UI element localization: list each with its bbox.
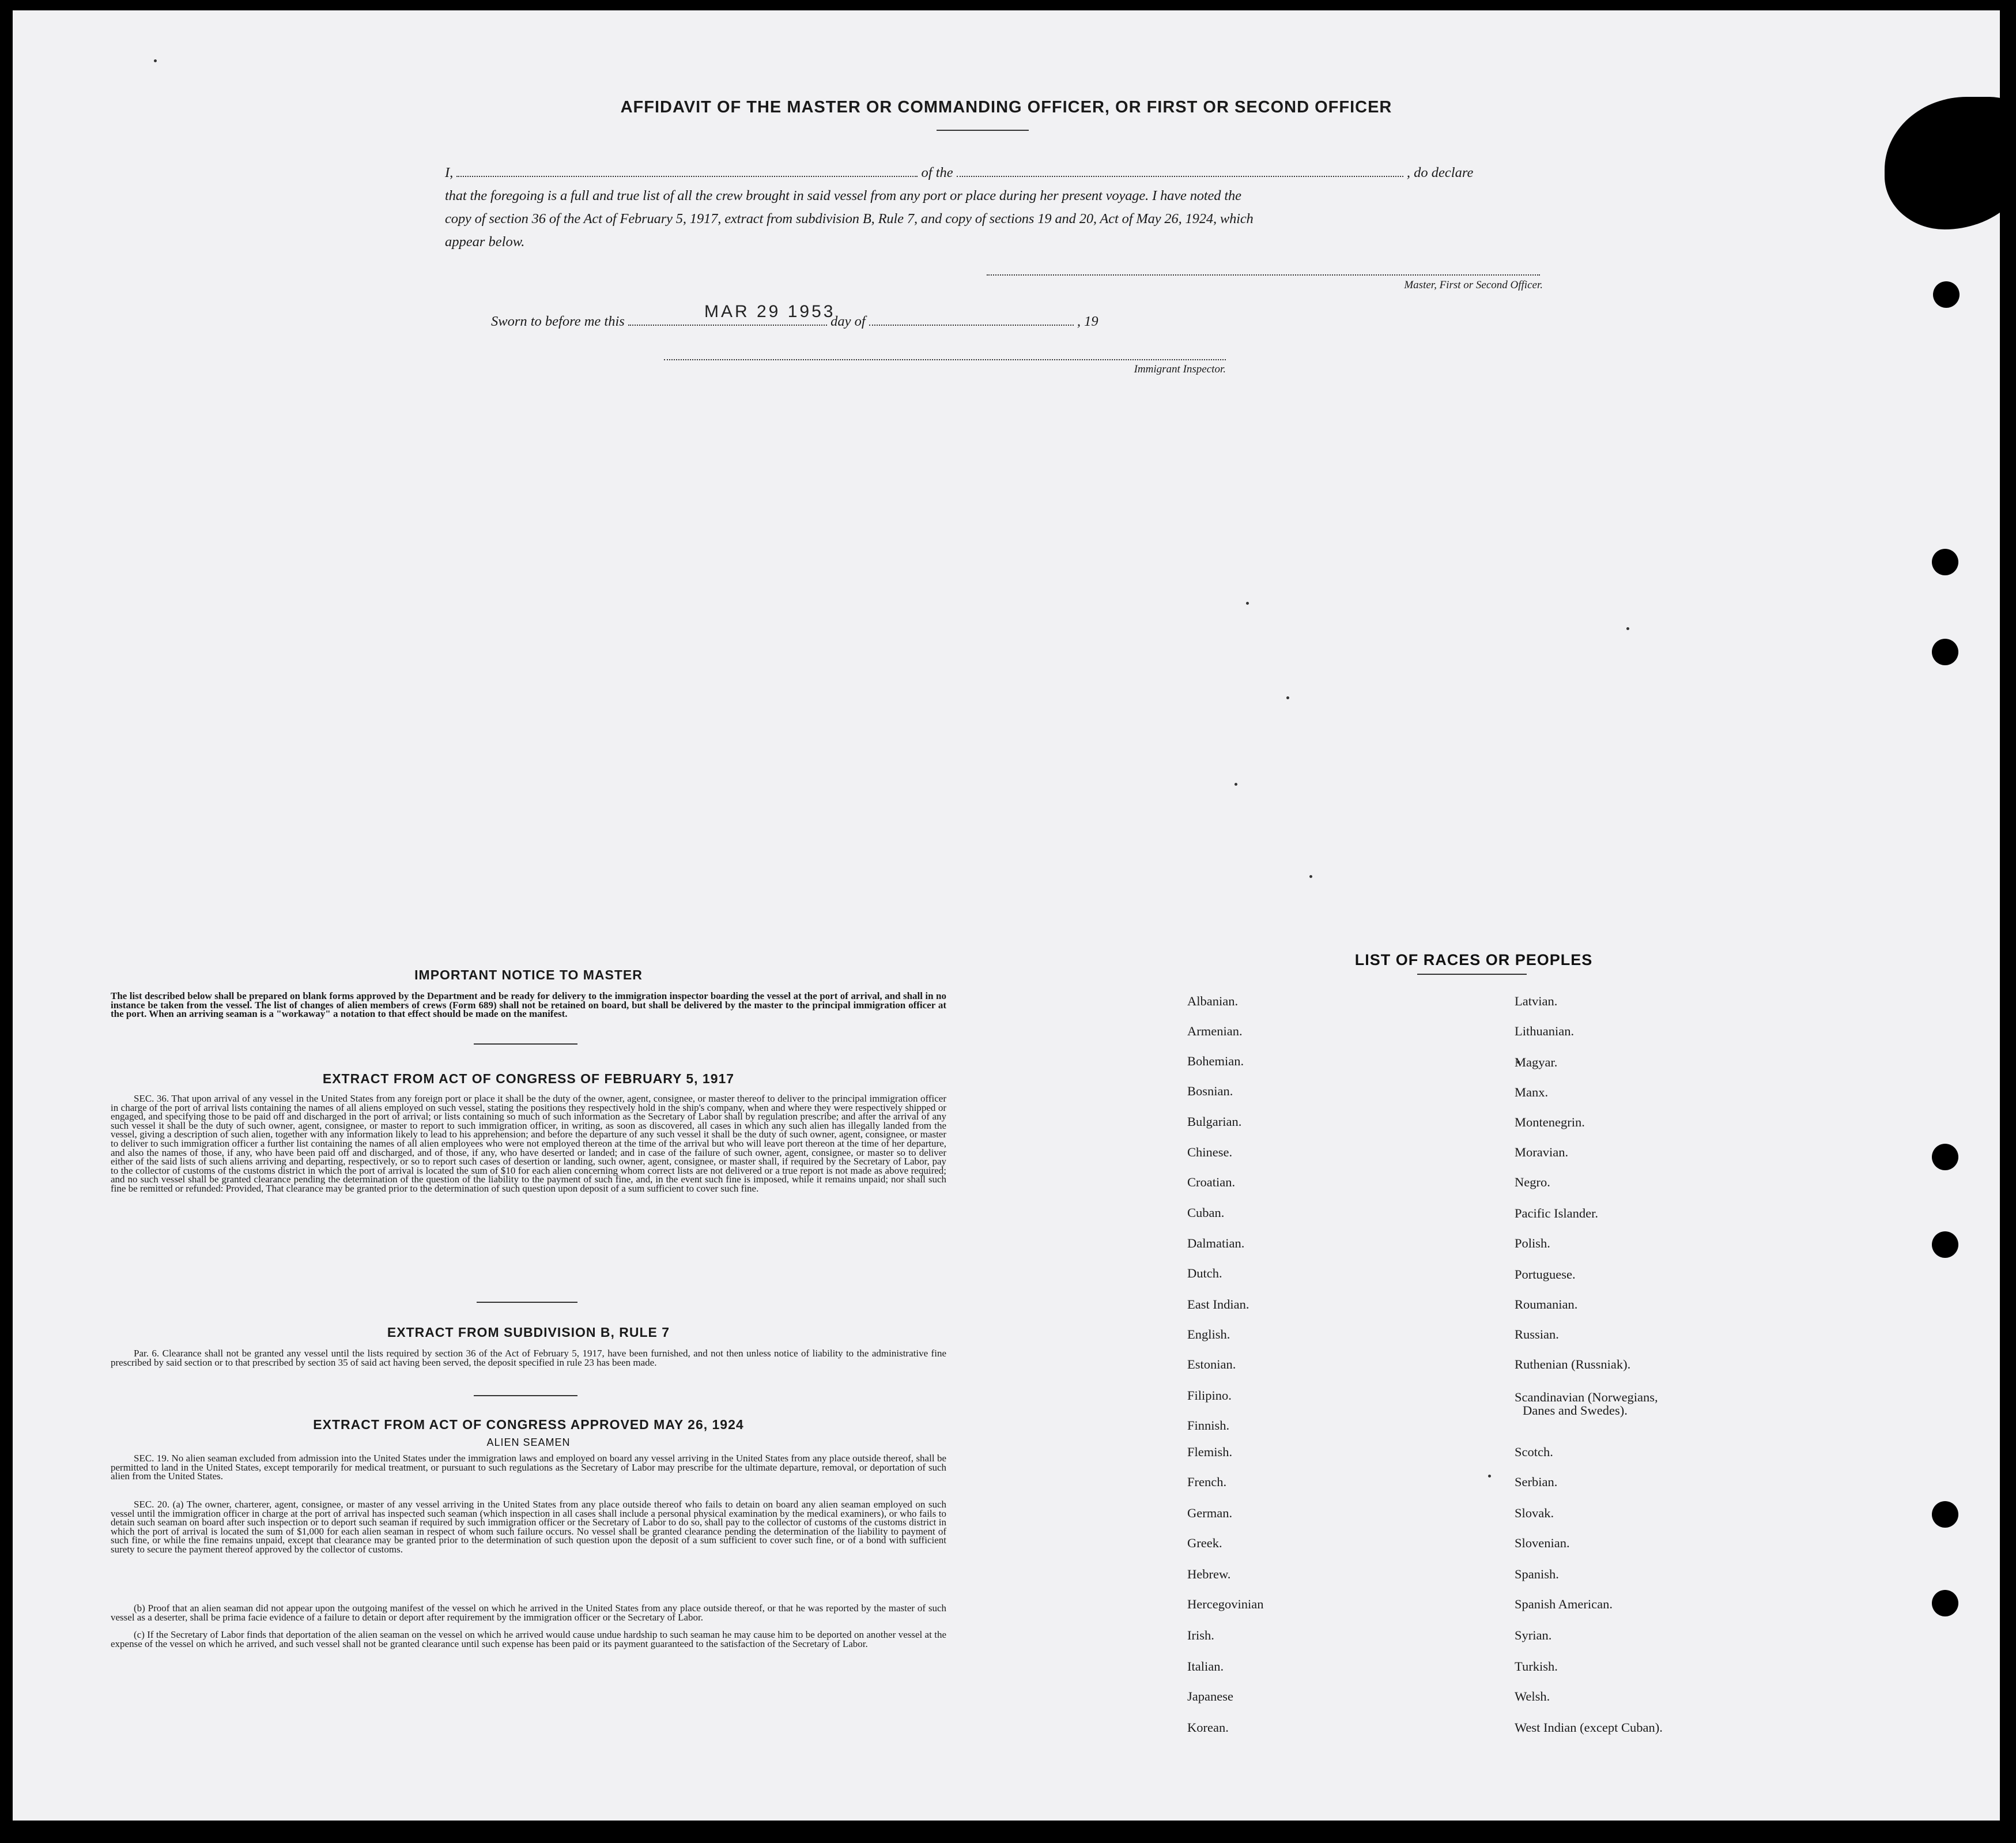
section-divider bbox=[477, 1302, 577, 1303]
speck bbox=[1234, 783, 1237, 786]
notice-title: IMPORTANT NOTICE TO MASTER bbox=[414, 967, 643, 982]
race-right-item: Russian. bbox=[1515, 1327, 1559, 1341]
extract-1924-title: EXTRACT FROM ACT OF CONGRESS APPROVED MAY 26, 1924 bbox=[313, 1417, 744, 1432]
race-left-item: Japanese bbox=[1187, 1689, 1233, 1703]
race-right-item: Scotch. bbox=[1515, 1445, 1553, 1459]
rule7-title: EXTRACT FROM SUBDIVISION B, RULE 7 bbox=[387, 1325, 670, 1340]
binder-hole bbox=[1932, 1231, 1958, 1258]
speck bbox=[1309, 875, 1312, 878]
date-stamp: MAR 29 1953 bbox=[704, 302, 836, 321]
notice-text: The list described below shall be prepared on blank forms approved by the Department and be ready for delivery to the immigration inspector boarding the vessel at the port of arrival, and shall in no instance be taken from the vessel. The list of changes of alien members of crews (Form 689) shall not be retained on board, but shall be delivered by the master to the principal immigration officer at the port. When an arriving seaman is a "workaway" a notation to that effect should be made on the manifest. bbox=[111, 990, 946, 1020]
race-right-item: Roumanian. bbox=[1515, 1297, 1578, 1311]
extract-1917-text: SEC. 36. That upon arrival of any vessel in the United States from any foreign port or place it shall be the duty of the owner, agent, consignee, or master thereof to deliver to the principal immigration officer in charge of the port of arrival lists containing the names of all aliens employed on such vessel, stating the positions they respectively hold in the ship's company, when and where they were respectively shipped or engaged, and specifying those to be paid off and discharged in the port of arrival; or lists containing so much of such information as the Secretary of Labor shall by regulation prescribe; and after the arrival of any such vessel it shall be the duty of such owner, agent, consignee, or master to report to such immigration officer, in writing, as soon as discovered, all cases in which any such alien has illegally landed from the vessel, giving a description of such alien, together with any information likely to lead to his apprehension; and before the departure of any such vessel it shall be the duty of such owner, agent, consignee, or master to deliver to such immigration officer a further list containing the names of all alien employees who were not employed thereon at the time of the arrival but who will leave port thereon at the time of her departure, and also the names of those, if any, who have been paid off and discharged, and of those, if any, who have deserted or landed; and in case of the failure of such owner, agent, consignee, or master so to deliver either of the said lists of such aliens arriving and departing, respectively, or so to report such cases of desertion or landing, such owner, agent, consignee, or master shall, if required by the Secretary of Labor, pay to the collector of customs of the customs district in which the port of arrival is located the sum of $10 for each alien concerning whom correct lists are not delivered or a true report is not made as above required; and no such vessel shall be granted clearance pending the determination of the question of the liability to the payment of such fine, and, in the event such fine is imposed, while it remains unpaid; nor shall such fine be remitted or refunded: Provided, That clearance may be granted prior to the determination of such question upon deposit of a sum sufficient to cover such fine. bbox=[111, 1093, 946, 1194]
race-right-item: Portuguese. bbox=[1515, 1267, 1576, 1282]
master-signature-line[interactable] bbox=[987, 274, 1540, 276]
speck bbox=[1246, 602, 1249, 605]
extract-1924-sec20a: SEC. 20. (a) The owner, charterer, agent, consignee, or master of any vessel arriving in the United States from any place outside thereof who fails to detain on board any alien seaman employed on such vessel until the immigration officer in charge at the port of arrival has inspected such seaman (which inspection in all cases shall include a personal physical examination by the medical examiners), or who fails to detain such seaman on board after such inspection or to deport such seaman if required by such immigration officer or the Secretary of Labor to do so, shall pay to the collector of customs of the customs district in which the port of arrival is located the sum of $1,000 for each alien seaman in respect of whom such failure occurs. No vessel shall be granted clearance pending the determination of the liability to payment of such fine, or while the fine remains unpaid, except that clearance may be granted prior to the determination of such question upon the deposit of a sum sufficient to cover such fine, or of a bond with sufficient surety to secure the payment thereof approved by the collector of customs. bbox=[111, 1499, 946, 1555]
race-right-item: Manx. bbox=[1515, 1085, 1549, 1099]
race-left-item: Bohemian. bbox=[1187, 1054, 1244, 1068]
race-left-item: Albanian. bbox=[1187, 994, 1239, 1008]
affidavit-title: AFFIDAVIT OF THE MASTER OR COMMANDING OFFICER, OR FIRST OR SECOND OFFICER bbox=[620, 98, 1392, 116]
name-blank[interactable] bbox=[456, 162, 918, 177]
binder-hole bbox=[1932, 1144, 1958, 1170]
race-right-item: Spanish. bbox=[1515, 1567, 1559, 1581]
extract-1924-sec20c: (c) If the Secretary of Labor finds that deportation of the alien seaman on the vessel on which he arrived would cause undue hardship to such seaman he may cause him to be deported on another vessel at the expense of the vessel on which he arrived, and such vessel shall not be granted clearance until such expense has been paid or its payment guaranteed to the satisfaction of the Secretary of Labor. bbox=[111, 1629, 946, 1649]
race-left-item: Hercegovinian bbox=[1187, 1597, 1264, 1611]
sworn-text: Sworn to before me this bbox=[491, 314, 625, 329]
race-left-item: Estonian. bbox=[1187, 1357, 1236, 1371]
binder-hole bbox=[1933, 281, 1960, 308]
race-left-item: East Indian. bbox=[1187, 1297, 1249, 1311]
declaration-text bbox=[445, 161, 1549, 254]
race-left-item: Dalmatian. bbox=[1187, 1236, 1245, 1250]
rule7-text: Par. 6. Clearance shall not be granted any vessel until the lists required by section 36 of the Act of February 5, 1917, have been furnished, and not then unless notice of liability to the administrative fine prescribed by said section or to that prescribed by section 35 of said act having been served, the deposit specified in rule 23 has been made. bbox=[111, 1348, 946, 1368]
race-left-item: Croatian. bbox=[1187, 1175, 1236, 1189]
race-left-item: Korean. bbox=[1187, 1720, 1229, 1735]
form-page bbox=[13, 10, 2000, 1821]
binder-hole bbox=[1932, 549, 1958, 575]
race-left-item: Armenian. bbox=[1187, 1024, 1243, 1038]
race-right-item: Montenegrin. bbox=[1515, 1115, 1585, 1129]
binder-hole bbox=[1932, 1501, 1958, 1528]
section-divider bbox=[474, 1043, 577, 1045]
binder-hole bbox=[1932, 1590, 1958, 1616]
race-left-item: Bosnian. bbox=[1187, 1084, 1233, 1098]
vessel-blank[interactable] bbox=[957, 162, 1403, 177]
race-right-item: Latvian. bbox=[1515, 994, 1558, 1008]
sworn-month-blank[interactable] bbox=[869, 311, 1074, 326]
declaration-do-declare: , do declare bbox=[1406, 165, 1474, 180]
race-right-item: Scandinavian (Norwegians, bbox=[1515, 1390, 1658, 1404]
declaration-i: I, bbox=[445, 165, 454, 180]
race-left-item: Cuban. bbox=[1187, 1205, 1225, 1220]
race-left-item: Filipino. bbox=[1187, 1388, 1232, 1403]
race-right-item: Slovenian. bbox=[1515, 1536, 1570, 1550]
race-right-item: Syrian. bbox=[1515, 1628, 1552, 1642]
race-right-item: Pacific Islander. bbox=[1515, 1206, 1598, 1220]
extract-1924-sec19: SEC. 19. No alien seaman excluded from admission into the United States under the immigration laws and employed on board any vessel arriving in the United States from any place outside thereof, shall be permitted to land in the United States, except temporarily for medical treatment, or pursuant to such regulations as the Secretary of Labor may prescribe for the ultimate departure, removal, or deportation of such alien from the United States. bbox=[111, 1453, 946, 1482]
year-prefix: , 19 bbox=[1077, 314, 1098, 329]
inspector-signature-line[interactable] bbox=[664, 359, 1226, 360]
race-right-item: Polish. bbox=[1515, 1236, 1550, 1250]
speck bbox=[1626, 627, 1629, 630]
race-right-item: Danes and Swedes). bbox=[1523, 1403, 1628, 1418]
race-left-item: Greek. bbox=[1187, 1536, 1222, 1550]
sworn-line bbox=[491, 310, 1240, 333]
race-right-item: Serbian. bbox=[1515, 1475, 1558, 1489]
alien-seamen-subtitle: ALIEN SEAMEN bbox=[486, 1437, 571, 1448]
race-right-item: Ruthenian (Russniak). bbox=[1515, 1357, 1631, 1371]
extract-1924-sec20b: (b) Proof that an alien seaman did not appear upon the outgoing manifest of the vessel on which he arrived in the United States from any place outside thereof, or that he was reported by the master of such vessel as a deserter, shall be prima facie evidence of a failure to detain or deport after requirement by the immigration officer or the Secretary of Labor. bbox=[111, 1603, 946, 1623]
section-divider bbox=[474, 1395, 577, 1396]
race-left-item: French. bbox=[1187, 1475, 1227, 1489]
races-title: LIST OF RACES OR PEOPLES bbox=[1354, 951, 1593, 968]
declaration-line-2: that the foregoing is a full and true list of all the crew brought in said vessel from any port or place during her present voyage. I have noted the bbox=[445, 188, 1241, 203]
race-left-item: Flemish. bbox=[1187, 1445, 1233, 1459]
extract-1917-title: EXTRACT FROM ACT OF CONGRESS OF FEBRUARY 5, 1917 bbox=[322, 1071, 735, 1086]
inspector-signature-label: Immigrant Inspector. bbox=[1134, 363, 1226, 375]
race-left-item: German. bbox=[1187, 1506, 1233, 1520]
race-right-item: Moravian. bbox=[1515, 1145, 1569, 1159]
binder-hole bbox=[1932, 639, 1958, 665]
declaration-line-1 bbox=[445, 161, 1549, 184]
races-divider bbox=[1417, 974, 1527, 975]
race-right-item: Lithuanian. bbox=[1515, 1024, 1575, 1038]
day-of-text: day of bbox=[830, 314, 866, 329]
master-signature-label: Master, First or Second Officer. bbox=[1404, 279, 1543, 291]
race-left-item: Hebrew. bbox=[1187, 1567, 1231, 1581]
race-left-item: Irish. bbox=[1187, 1628, 1214, 1642]
race-right-item: West Indian (except Cuban). bbox=[1515, 1720, 1663, 1735]
race-left-item: Bulgarian. bbox=[1187, 1114, 1242, 1129]
title-divider bbox=[937, 130, 1029, 131]
declaration-line-4: appear below. bbox=[445, 234, 525, 250]
speck bbox=[154, 59, 157, 62]
declaration-of-the: of the bbox=[921, 165, 953, 180]
race-right-item: Turkish. bbox=[1515, 1659, 1558, 1674]
race-left-item: Chinese. bbox=[1187, 1145, 1233, 1159]
race-right-item: Slovak. bbox=[1515, 1506, 1554, 1520]
race-right-item: Magyar. bbox=[1515, 1055, 1558, 1069]
race-right-item: Welsh. bbox=[1515, 1689, 1550, 1703]
race-right-item: Negro. bbox=[1515, 1175, 1550, 1189]
declaration-line-3: copy of section 36 of the Act of February 5, 1917, extract from subdivision B, Rule 7, and copy of sections 19 and 20, Act of May 26, 1924, which bbox=[445, 211, 1254, 227]
binder-hole bbox=[1932, 202, 1958, 228]
speck bbox=[1286, 696, 1289, 699]
race-left-item: Finnish. bbox=[1187, 1418, 1230, 1433]
race-left-item: Italian. bbox=[1187, 1659, 1224, 1674]
race-left-item: Dutch. bbox=[1187, 1266, 1222, 1280]
speck bbox=[1488, 1475, 1491, 1478]
race-right-item: Spanish American. bbox=[1515, 1597, 1613, 1611]
race-left-item: English. bbox=[1187, 1327, 1230, 1341]
